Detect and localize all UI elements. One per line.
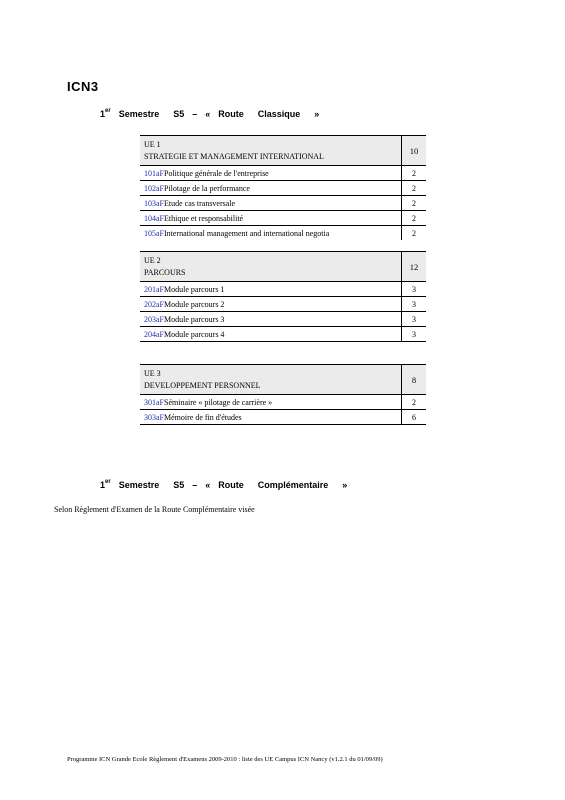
- semester-code: S5: [173, 109, 185, 119]
- course-credits: 2: [402, 196, 427, 211]
- semester-label: Semestre: [118, 480, 160, 490]
- quote-open: «: [205, 109, 211, 119]
- semester-heading-classique: [100, 108, 319, 119]
- page-footer: Programme ICN Grande Ecole Règlement d'Examens 2009-2010 : liste des UE Campus ICN Nancy (v1.2.1 du 01/09/09): [67, 756, 383, 763]
- course-row: [140, 282, 426, 297]
- ue-subtitle: STRATEGIE ET MANAGEMENT INTERNATIONAL: [144, 152, 324, 161]
- course-credits: 2: [402, 226, 427, 241]
- semester-heading-complementaire: [100, 479, 347, 490]
- page-heading: ICN3: [67, 79, 99, 94]
- semester-number: 1: [100, 480, 106, 490]
- ue-credits: 12: [402, 252, 427, 282]
- course-row: [140, 181, 426, 196]
- course-credits: 3: [402, 312, 427, 327]
- ue-title: UE 2: [144, 256, 161, 265]
- semester-code: S5: [173, 480, 185, 490]
- semester-dash: –: [192, 480, 198, 490]
- ue-table-3: [140, 364, 426, 425]
- course-label: Ethique et responsabilité: [164, 213, 244, 223]
- course-label: Module parcours 2: [164, 299, 225, 309]
- course-label: Politique générale de l'entreprise: [164, 168, 269, 178]
- route-label: Route: [218, 480, 244, 490]
- semester-dash: –: [192, 109, 198, 119]
- course-row: [140, 327, 426, 342]
- semester-label: Semestre: [118, 109, 160, 119]
- route-name: Classique: [257, 109, 301, 119]
- semester-number: 1: [100, 109, 106, 119]
- route-name: Complémentaire: [257, 480, 329, 490]
- ue-title: UE 1: [144, 140, 161, 149]
- course-label: International management and international negotia: [164, 228, 330, 238]
- course-label: Pilotage de la performance: [164, 183, 250, 193]
- course-code: 103aF: [144, 198, 164, 208]
- course-label: Séminaire « pilotage de carrière »: [164, 397, 273, 407]
- course-code: 204aF: [144, 329, 164, 339]
- ue-header: [140, 136, 402, 166]
- course-code: 102aF: [144, 183, 164, 193]
- semester-ordinal: er: [105, 108, 111, 114]
- course-label: Module parcours 1: [164, 284, 225, 294]
- course-row: [140, 297, 426, 312]
- course-credits: 2: [402, 181, 427, 196]
- quote-close: »: [314, 109, 320, 119]
- course-row: [140, 211, 426, 226]
- route-note: Selon Règlement d'Examen de la Route Complémentaire visée: [54, 505, 255, 514]
- route-label: Route: [218, 109, 244, 119]
- course-code: 201aF: [144, 284, 164, 294]
- ue-table-2: [140, 251, 426, 342]
- semester-ordinal: er: [105, 479, 111, 485]
- course-credits: 2: [402, 211, 427, 226]
- ue-header: [140, 252, 402, 282]
- course-credits: 3: [402, 282, 427, 297]
- ue-title: UE 3: [144, 369, 161, 378]
- course-row: [140, 312, 426, 327]
- ue-subtitle: DEVELOPPEMENT PERSONNEL: [144, 381, 261, 390]
- ue-header: [140, 365, 402, 395]
- course-code: 101aF: [144, 168, 164, 178]
- course-label: Etude cas transversale: [164, 198, 236, 208]
- course-code: 303aF: [144, 412, 164, 422]
- course-code: 104aF: [144, 213, 164, 223]
- quote-open: «: [205, 480, 211, 490]
- course-row: [140, 395, 426, 410]
- ue-credits: 8: [402, 365, 427, 395]
- course-row: [140, 226, 426, 241]
- course-label: Module parcours 4: [164, 329, 225, 339]
- course-row: [140, 196, 426, 211]
- course-credits: 2: [402, 166, 427, 181]
- ue-table-1: [140, 135, 426, 240]
- course-row: [140, 410, 426, 425]
- course-row: [140, 166, 426, 181]
- course-code: 105aF: [144, 228, 164, 238]
- course-code: 301aF: [144, 397, 164, 407]
- course-credits: 6: [402, 410, 427, 425]
- course-credits: 2: [402, 395, 427, 410]
- quote-close: »: [342, 480, 348, 490]
- ue-credits: 10: [402, 136, 427, 166]
- course-label: Module parcours 3: [164, 314, 225, 324]
- course-credits: 3: [402, 297, 427, 312]
- course-credits: 3: [402, 327, 427, 342]
- course-code: 202aF: [144, 299, 164, 309]
- ue-subtitle: PARCOURS: [144, 268, 186, 277]
- course-label: Mémoire de fin d'études: [164, 412, 242, 422]
- course-code: 203aF: [144, 314, 164, 324]
